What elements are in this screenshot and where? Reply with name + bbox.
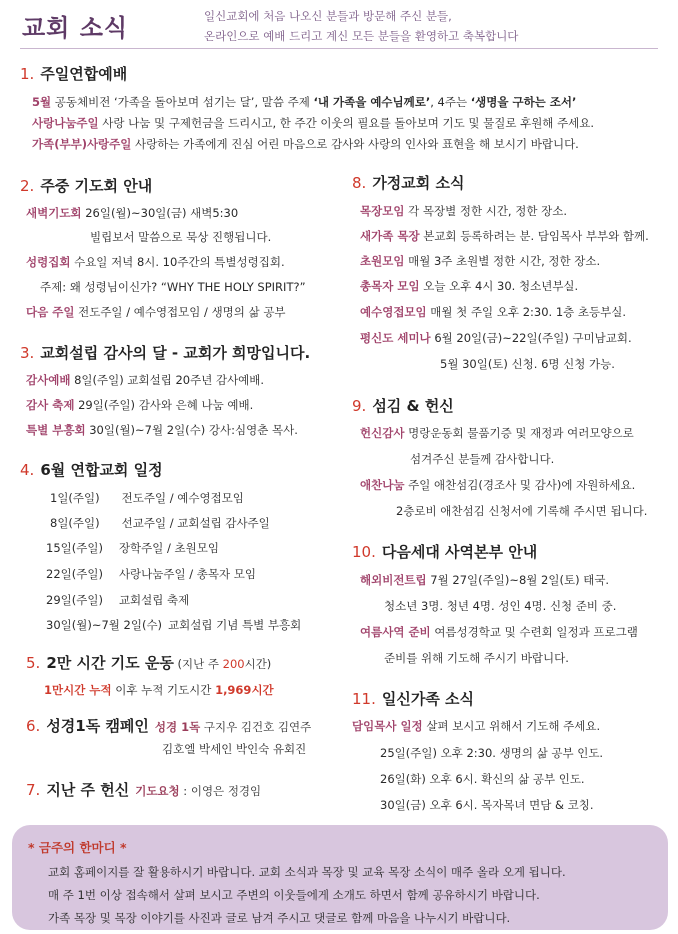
s11-line-4: 30일(금) 오후 6시. 목자목녀 면담 & 코칭. (380, 798, 594, 812)
text: 6월 20일(금)~22일(주일) 구미남교회. (430, 331, 632, 345)
tag: 성령집회 (26, 255, 71, 269)
total-hours: 1,969시간 (215, 683, 274, 697)
section-number: 10. (352, 543, 376, 561)
schedule-event: 전도주일 / 예수영접모임 (121, 491, 244, 505)
section-6-heading (26, 715, 311, 736)
list-item (360, 228, 649, 244)
weekly-message-line: 교회 홈페이지를 잘 활용하시기 바랍니다. 교회 소식과 목장 및 교육 목장 소식이 매주 올라 오게 됩니다. (48, 865, 566, 879)
bold-text: ‘내 가족을 예수님께로’ (313, 95, 431, 109)
schedule-date: 15일(주일) (46, 541, 103, 555)
section-9-heading (352, 395, 454, 416)
schedule-event: 사랑나눔주일 / 총목자 모임 (118, 567, 256, 581)
section-number: 5. (26, 654, 41, 672)
page-title: 교회 소식 (22, 14, 129, 42)
tag: 해외비전트립 (360, 573, 427, 587)
text: 명랑운동회 물품기증 및 재정과 여러모양으로 (404, 426, 634, 440)
s2-line-5 (26, 304, 286, 320)
section-number: 2. (20, 177, 35, 195)
section-title: 6월 연합교회 일정 (40, 461, 163, 479)
section-number: 9. (352, 397, 367, 415)
section-number: 8. (352, 174, 367, 192)
milestone: 1만시간 누적 (44, 683, 112, 697)
names: 구지우 김건호 김연주 (200, 720, 312, 734)
s9-line-3 (360, 477, 635, 493)
section-title: 다음세대 사역본부 안내 (381, 543, 538, 561)
list-item (360, 203, 567, 219)
weekly-message-line: 가족 목장 및 목장 이야기를 사진과 글로 남겨 주시고 댓글로 함께 마음을 나누시기 바랍니다. (48, 911, 511, 925)
section-3-heading (20, 342, 310, 363)
s2-line-3 (26, 254, 285, 270)
s9-line-4: 2층로비 애찬섬김 신청서에 기록해 주시면 됩니다. (396, 504, 648, 518)
section-title: 주중 기도회 안내 (40, 177, 153, 195)
text: 여름성경학교 및 수련회 일정과 프로그램 (430, 625, 638, 639)
s11-line-3: 26일(화) 오후 6시. 확신의 삶 공부 인도. (380, 772, 585, 786)
tag: 목장모임 (360, 204, 405, 218)
schedule-row (46, 566, 256, 582)
text: 26일(월)~30일(금) 새벽5:30 (81, 206, 239, 220)
text: 매월 첫 주일 오후 2:30. 1층 초등부실. (426, 305, 627, 319)
weekly-message-title: * 금주의 한마디 * (28, 840, 127, 855)
text: 이후 누적 기도시간 (111, 683, 216, 697)
section-number: 4. (20, 461, 35, 479)
bold-text: ‘생명을 구하는 조서’ (470, 95, 577, 109)
s11-line-1 (352, 718, 600, 734)
s9-line-2: 섬겨주신 분들께 감사합니다. (410, 452, 555, 466)
s3-line-1 (26, 372, 264, 388)
schedule-date: 30일(월)~7월 2일(수) (46, 618, 163, 632)
label: 성경 1독 (154, 720, 201, 734)
section-number: 6. (26, 717, 41, 735)
schedule-event: 선교주일 / 교회설립 감사주일 (121, 516, 270, 530)
note: 시간) (244, 657, 272, 671)
names: : 이영은 정경임 (179, 784, 262, 798)
s6-names-2: 김호엘 박세인 박인숙 유회진 (162, 742, 307, 756)
s11-line-2: 25일(주일) 오후 2:30. 생명의 삶 공부 인도. (380, 746, 604, 760)
schedule-row (46, 540, 219, 556)
label: 기도요청 (135, 784, 180, 798)
section-4-heading (20, 459, 163, 480)
list-item (360, 253, 600, 269)
text: 각 목장별 정한 시간, 정한 장소. (404, 204, 567, 218)
tag: 가족(부부)사랑주일 (32, 137, 132, 151)
section-title: 지난 주 헌신 (46, 781, 130, 799)
tag: 사랑나눔주일 (32, 116, 99, 130)
s9-line-1 (360, 425, 634, 441)
s2-line-1 (26, 205, 238, 221)
text: 7월 27일(주일)~8월 2일(토) 태국. (426, 573, 610, 587)
tag: 다음 주일 (26, 305, 75, 319)
subtitle-line-1: 일신교회에 처음 나오신 분들과 방문해 주신 분들, (204, 9, 452, 23)
schedule-event: 교회설립 기념 특별 부흥회 (168, 618, 302, 632)
text: 살펴 보시고 위해서 기도해 주세요. (422, 719, 601, 733)
tag: 5월 (32, 95, 52, 109)
s10-line-4: 준비를 위해 기도해 주시기 바랍니다. (384, 651, 569, 665)
section-title: 교회설립 감사의 달 - 교회가 희망입니다. (40, 344, 311, 362)
tag: 초원모임 (360, 254, 405, 268)
section-number: 11. (352, 690, 376, 708)
s10-line-1 (360, 572, 609, 588)
text: 매월 3주 초원별 정한 시간, 정한 장소. (404, 254, 601, 268)
tag: 예수영접모임 (360, 305, 427, 319)
section-number: 7. (26, 781, 41, 799)
section-title: 섬김 & 헌신 (372, 397, 454, 415)
section-7-heading (26, 779, 261, 800)
s2-line-2: 빌립보서 말씀으로 묵상 진행됩니다. (90, 230, 272, 244)
s5-line-1 (44, 682, 274, 698)
text: 8일(주일) 교회설립 20주년 감사예배. (70, 373, 265, 387)
section-title: 주일연합예배 (40, 65, 128, 83)
schedule-date: 1일(주일) (50, 491, 100, 505)
text: 전도주일 / 예수영접모임 / 생명의 삶 공부 (74, 305, 286, 319)
text: 본교회 등록하려는 분. 담임목사 부부와 함께. (419, 229, 649, 243)
section-5-heading (26, 652, 271, 673)
tag: 감사 축제 (26, 398, 75, 412)
text: 사랑하는 가족에게 진심 어린 마음으로 감사와 사랑의 인사와 표현을 해 보시기 바랍니다. (131, 137, 579, 151)
s10-line-2: 청소년 3명. 청년 4명. 성인 4명. 신청 준비 중. (384, 599, 617, 613)
section-title: 일신가족 소식 (381, 690, 475, 708)
list-item (360, 278, 578, 294)
tag: 평신도 세미나 (360, 331, 431, 345)
s2-line-4: 주제: 왜 성령님이신가? “WHY THE HOLY SPIRIT?” (40, 280, 306, 294)
note-hours: 200 (222, 657, 245, 671)
section-1-heading (20, 63, 127, 84)
list-item (360, 304, 626, 320)
text: 주일 애찬섬김(경조사 및 감사)에 자원하세요. (404, 478, 636, 492)
section-10-heading (352, 541, 537, 562)
schedule-row (50, 490, 244, 506)
s1-line-3 (32, 136, 579, 152)
schedule-event: 교회설립 축제 (118, 593, 190, 607)
section-title: 2만 시간 기도 운동 (46, 654, 174, 672)
tag: 새가족 목장 (360, 229, 420, 243)
s1-line-2 (32, 115, 594, 131)
s3-line-2 (26, 397, 253, 413)
section-title: 가정교회 소식 (372, 174, 465, 192)
s8-continuation: 5월 30일(토) 신청. 6명 신청 가능. (440, 357, 615, 371)
s3-line-3 (26, 422, 298, 438)
section-11-heading (352, 688, 474, 709)
tag: 애찬나눔 (360, 478, 405, 492)
tag: 헌신감사 (360, 426, 405, 440)
text: 공동체비전 ‘가족을 돌아보며 섬기는 달’, 말씀 주제 (51, 95, 314, 109)
list-item (360, 330, 632, 346)
section-8-heading (352, 172, 464, 193)
schedule-date: 22일(주일) (46, 567, 103, 581)
text: 29일(주일) 감사와 은혜 나눔 예배. (74, 398, 254, 412)
schedule-date: 29일(주일) (46, 593, 103, 607)
header-subtitle (204, 6, 518, 46)
text: , 4주는 (430, 95, 471, 109)
text: 사랑 나눔 및 구제헌금을 드리시고, 한 주간 이웃의 필요를 돌아보며 기도 및 물질로 후원해 주세요. (98, 116, 595, 130)
schedule-row (46, 617, 301, 633)
note: (지난 주 (173, 657, 223, 671)
header-divider (20, 48, 658, 49)
tag: 새벽기도회 (26, 206, 82, 220)
text: 30일(월)~7월 2일(수) 강사:심영춘 목사. (85, 423, 298, 437)
tag: 감사예배 (26, 373, 71, 387)
s10-line-3 (360, 624, 638, 640)
schedule-row (50, 515, 270, 531)
text: 오늘 오후 4시 30. 청소년부실. (419, 279, 579, 293)
text: 수요일 저녁 8시. 10주간의 특별성령집회. (70, 255, 285, 269)
schedule-date: 8일(주일) (50, 516, 100, 530)
tag: 특별 부흥회 (26, 423, 86, 437)
section-2-heading (20, 175, 152, 196)
schedule-row (46, 592, 189, 608)
tag: 담임목사 일정 (352, 719, 423, 733)
s1-line-1 (32, 94, 576, 110)
section-title: 성경1독 캠페인 (46, 717, 149, 735)
section-number: 3. (20, 344, 35, 362)
schedule-event: 장학주일 / 초원모임 (118, 541, 219, 555)
tag: 여름사역 준비 (360, 625, 431, 639)
weekly-message-line: 매 주 1번 이상 접속해서 살펴 보시고 주변의 이웃들에게 소개도 하면서 함께 공유하시기 바랍니다. (48, 888, 540, 902)
section-number: 1. (20, 65, 35, 83)
subtitle-line-2: 온라인으로 예배 드리고 계신 모든 분들을 환영하고 축복합니다 (204, 29, 519, 43)
tag: 총목자 모임 (360, 279, 420, 293)
